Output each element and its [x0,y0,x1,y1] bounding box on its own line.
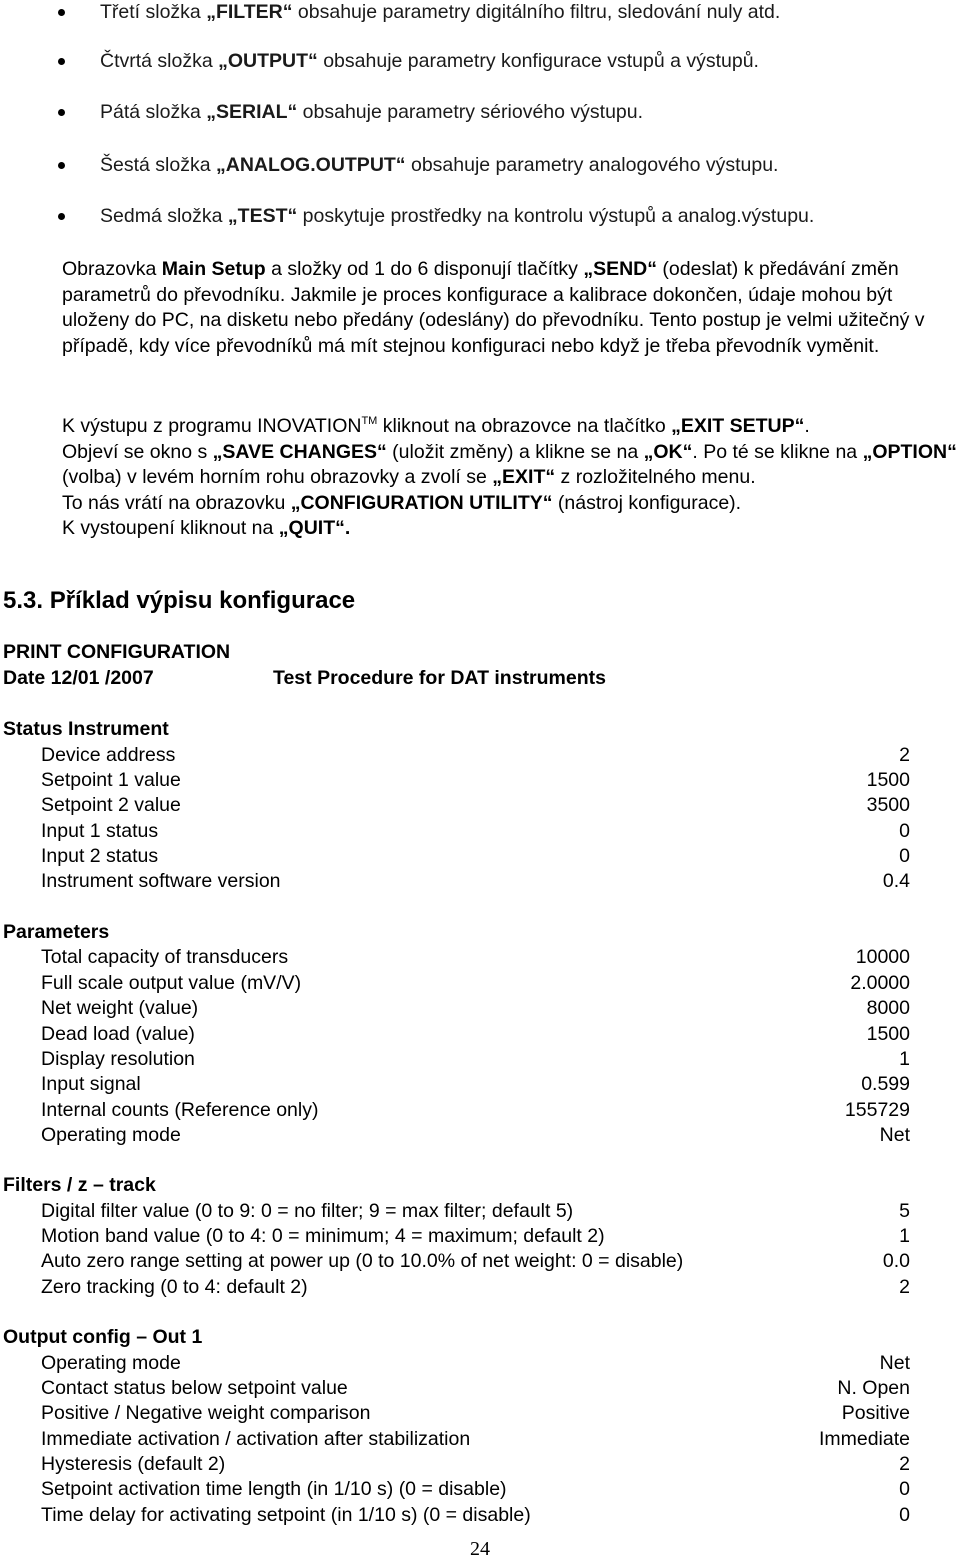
row-label: Net weight (value) [41,997,199,1019]
row-label: Input signal [41,1073,141,1095]
bullet-text: Šestá složka „ANALOG.OUTPUT“ obsahuje parametry analogového výstupu. [100,154,779,176]
row-label: Input 2 status [41,845,159,867]
row-value: 0 [899,820,910,842]
page-number: 24 [470,1538,490,1560]
main-setup-paragraph: Obrazovka Main Setup a složky od 1 do 6 disponují tlačítky „SEND“ (odeslat) k předávání změn parametrů do převodníku. Jakmile je proces konfigurace a kalibrace dokončen, údaje mohou být uloženy do PC, na disketu nebo předány (odeslány) do převodníku. Tento postup je velmi užitečný v případě, kdy více převodníků má mít stejnou konfiguraci nebo když je třeba převodník vyměnit. [62,258,925,357]
row-label: Input 1 status [41,820,159,842]
row-value: 2 [899,1453,910,1475]
row-value: Net [879,1352,910,1374]
group-title-parameters: Parameters [3,921,110,943]
row-label: Setpoint 1 value [41,769,181,791]
group-title-filters: Filters / z – track [3,1174,156,1196]
config-row [41,743,910,768]
row-value: 0 [899,1478,910,1500]
bullet-dot-icon [58,162,65,169]
bullet-text: Sedmá složka „TEST“ poskytuje prostředky na kontrolu výstupů a analog.výstupu. [100,205,815,227]
config-row [41,793,910,818]
config-row [41,1022,910,1047]
row-value: 2 [899,1276,910,1298]
config-row [41,1401,910,1426]
row-label: Digital filter value (0 to 9: 0 = no filter; 9 = max filter; default 5) [41,1200,574,1222]
row-value: 0.599 [861,1073,910,1095]
print-date: Date 12/01 /2007 [3,667,154,689]
bullet-text: Čtvrtá složka „OUTPUT“ obsahuje parametry konfigurace vstupů a výstupů. [100,50,759,72]
row-value: 0.4 [882,870,910,892]
config-row [41,869,910,894]
config-row [41,1351,910,1376]
row-value: 2.0000 [850,972,910,994]
row-value: 1 [899,1225,910,1247]
bullet-text: Třetí složka „FILTER“ obsahuje parametry digitálního filtru, sledování nuly atd. [100,1,781,23]
row-label: Hysteresis (default 2) [41,1453,226,1475]
config-row [41,1047,910,1072]
row-label: Positive / Negative weight comparison [41,1402,371,1424]
row-label: Operating mode [41,1352,181,1374]
row-label: Time delay for activating setpoint (in 1/10 s) (0 = disable) [41,1504,531,1526]
bullet-dot-icon [58,58,65,65]
row-value: 2 [899,744,910,766]
config-row [41,1199,910,1224]
config-row [41,1072,910,1097]
row-label: Total capacity of transducers [41,946,289,968]
row-label: Instrument software version [41,870,281,892]
test-procedure-title: Test Procedure for DAT instruments [273,667,606,689]
row-value: 155729 [844,1099,910,1121]
row-label: Device address [41,744,176,766]
bullet-dot-icon [58,109,65,116]
row-label: Setpoint activation time length (in 1/10 s) (0 = disable) [41,1478,507,1500]
config-row [41,819,910,844]
row-value: 8000 [866,997,910,1019]
bullet-dot-icon [58,9,65,16]
row-value: 0 [899,1504,910,1526]
row-value: Net [879,1124,910,1146]
config-row [41,1452,910,1477]
config-row [41,1427,910,1452]
row-label: Motion band value (0 to 4: 0 = minimum; 4 = maximum; default 2) [41,1225,605,1247]
config-row [41,1224,910,1249]
row-value: N. Open [837,1377,910,1399]
row-label: Setpoint 2 value [41,794,181,816]
group-title-status-instrument: Status Instrument [3,718,169,740]
config-row [41,1477,910,1502]
config-row [41,1098,910,1123]
row-label: Operating mode [41,1124,181,1146]
config-row [41,1249,910,1274]
config-row [41,971,910,996]
print-config-title: PRINT CONFIGURATION [3,641,231,663]
row-label: Immediate activation / activation after stabilization [41,1428,471,1450]
config-row [41,1275,910,1300]
row-value: 0 [899,845,910,867]
config-row [41,1123,910,1148]
row-label: Auto zero range setting at power up (0 to 10.0% of net weight: 0 = disable) [41,1250,684,1272]
row-label: Dead load (value) [41,1023,195,1045]
row-label: Full scale output value (mV/V) [41,972,302,994]
row-value: 1 [899,1048,910,1070]
config-row [41,945,910,970]
row-label: Contact status below setpoint value [41,1377,348,1399]
bullet-dot-icon [58,213,65,220]
row-value: 3500 [866,794,910,816]
row-value: 1500 [866,769,910,791]
config-row [41,1503,910,1528]
row-value: Positive [841,1402,910,1424]
config-row [41,1376,910,1401]
row-value: 5 [899,1200,910,1222]
exit-instructions-paragraph: K výstupu z programu INOVATION™ kliknout na obrazovce na tlačítko „EXIT SETUP“. Objeví se okno s „SAVE CHANGES“ (uložit změny) a klikne se na „OK“. Po té se klikne na „OPTION“ (volba) v levém horním rohu obrazovky a zvolí se „EXIT“ z rozložitelného menu. To nás vrátí na obrazovku „CONFIGURATION UTILITY“ (nástroj konfigurace). K vystoupení kliknout na „QUIT“. [62,415,957,539]
config-row [41,844,910,869]
config-row [41,996,910,1021]
group-title-output-config: Output config – Out 1 [3,1326,203,1348]
row-value: 0.0 [882,1250,910,1272]
bullet-text: Pátá složka „SERIAL“ obsahuje parametry sériového výstupu. [100,101,644,123]
section-title: 5.3. Příklad výpisu konfigurace [3,587,356,614]
row-value: Immediate [818,1428,910,1450]
config-row [41,768,910,793]
row-label: Zero tracking (0 to 4: default 2) [41,1276,308,1298]
row-value: 10000 [855,946,910,968]
row-value: 1500 [866,1023,910,1045]
row-label: Internal counts (Reference only) [41,1099,319,1121]
row-label: Display resolution [41,1048,195,1070]
